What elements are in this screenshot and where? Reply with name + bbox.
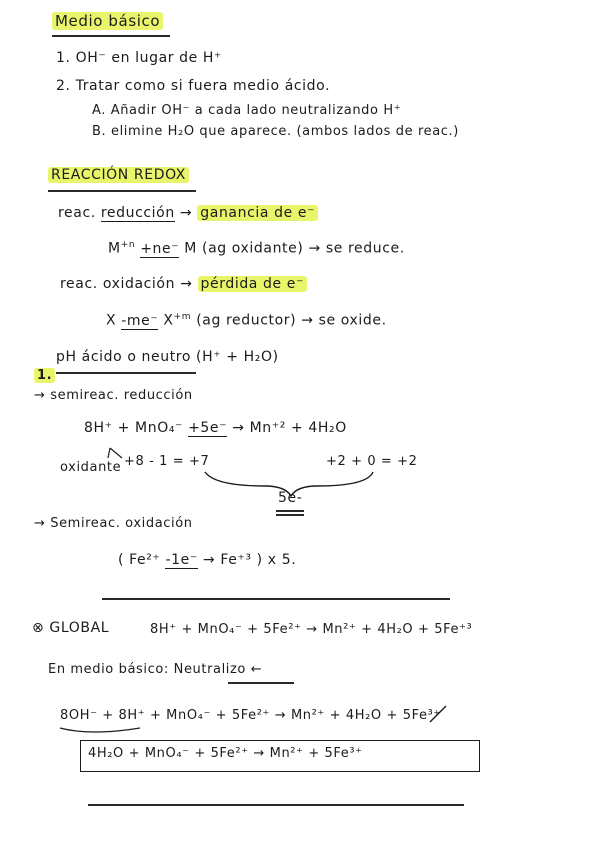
oxidation-prefix: reac. [60,276,98,292]
reduction-arrow: → [179,205,193,221]
semi-red-eq-a: 8H⁺ + MnO₄⁻ [84,420,184,436]
semi-red-eq-over: +5e⁻ [188,420,228,436]
oxidation-eq-note: (ag reductor) → se oxide. [196,312,387,329]
reduction-calc-right: +2 + 0 = +2 [326,454,418,469]
semi-red-eq-b: Mn⁺² + 4H₂O [249,420,347,436]
semi-oxidation-label: → Semireac. oxidación [34,516,193,531]
oxidation-arrow: → [180,276,193,292]
oxidation-eq-right: X [163,312,174,329]
basic-step-1: 1. OH⁻ en lugar de H⁺ [56,50,223,66]
oxidation-eq-left: X [106,312,117,329]
reduction-eq-sup: +n [120,240,136,250]
reduction-eq-over: +ne⁻ [140,240,180,257]
semi-ox-eq-a: ( Fe²⁺ [118,552,161,568]
basic-eq-brace [60,728,140,732]
basic-eq-arrow: → [274,708,287,723]
reduction-result: ganancia de e⁻ [197,205,318,221]
reduction-eq-left: M [108,240,121,257]
reduction-eq-note: (ag oxidante) → se reduce. [202,240,405,257]
reduction-word: reducción [100,205,175,221]
semi-ox-eq-over: -1e⁻ [165,552,198,568]
basic-title: Medio básico [52,12,163,30]
strike-mark [430,706,446,722]
brace-label: 5e- [278,490,303,506]
basic-step-2: 2. Tratar como si fuera medio ácido. [56,78,331,94]
semi-reduction-label: → semireac. reducción [34,388,193,403]
basic-medium-line: En medio básico: Neutralizo ← [48,662,263,677]
final-eq-right: Mn²⁺ + 5Fe³⁺ [269,746,363,761]
basic-eq-left: 8OH⁻ + 8H⁺ + MnO₄⁻ + 5Fe²⁺ [60,708,270,723]
electron-brace [205,472,373,496]
redox-title: REACCIÓN REDOX [48,167,189,183]
global-marker-icon: ⊗ [32,620,45,636]
acid-title: pH ácido o neutro (H⁺ + H₂O) [56,349,279,365]
global-eq-left: 8H⁺ + MnO₄⁻ + 5Fe²⁺ [150,622,302,637]
reduction-prefix: reac. [58,205,96,221]
oxidante-arrow [108,448,122,458]
oxidation-word: oxidación [102,276,176,292]
oxidation-eq-sup: +m [173,312,192,322]
oxidante-label: oxidante [60,460,122,475]
semi-ox-arrow: → [202,552,216,568]
basic-step-2a: A. Añadir OH⁻ a cada lado neutralizando H⁺ [92,103,402,118]
acid-number: 1. [34,368,55,383]
reduction-eq-right: M [184,240,197,257]
final-eq-left: 4H₂O + MnO₄⁻ + 5Fe²⁺ [88,746,249,761]
oxidation-result: pérdida de e⁻ [198,276,307,292]
global-eq-arrow: → [306,622,318,637]
semi-red-arrow: → [232,420,245,436]
semi-ox-eq-b: Fe⁺³ ) x 5. [220,552,297,568]
global-eq-right: Mn²⁺ + 4H₂O + 5Fe⁺³ [322,622,473,637]
oxidation-eq-over: -me⁻ [121,312,159,329]
basic-step-2b: B. elimine H₂O que aparece. (ambos lados de reac.) [92,124,459,139]
reduction-calc-left: +8 - 1 = +7 [124,454,210,469]
basic-eq-right: Mn²⁺ + 4H₂O + 5Fe³⁺ [290,708,441,723]
final-eq-arrow: → [253,746,265,761]
global-label: GLOBAL [49,620,110,636]
